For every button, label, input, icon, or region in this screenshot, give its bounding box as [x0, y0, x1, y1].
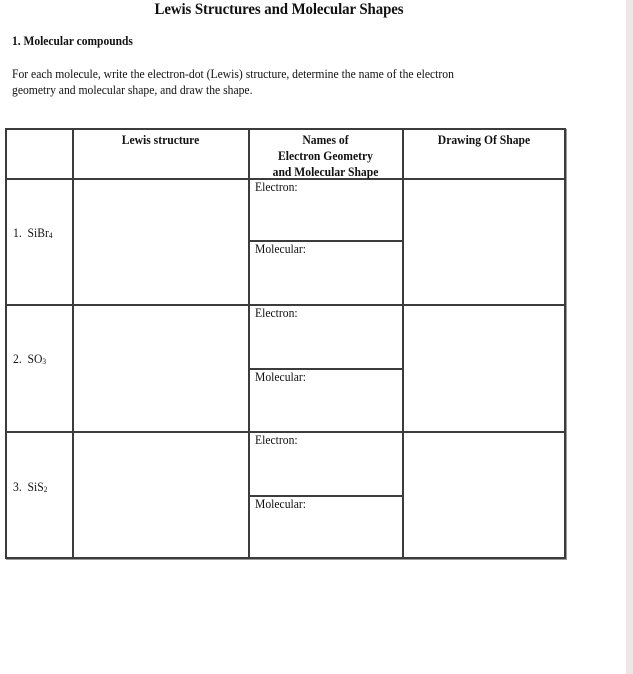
electron-geometry-cell[interactable] [250, 449, 402, 494]
molecule-label [13, 480, 47, 495]
molecule-formula: SO [27, 352, 43, 366]
molecule-formula: SiS [27, 480, 44, 494]
molecule-label [13, 226, 53, 241]
molecule-table [5, 128, 566, 559]
header-names-line-3: and Molecular Shape [272, 165, 379, 179]
header-names-line-1: Names of [302, 133, 349, 147]
molecule-number: 1. [13, 226, 22, 240]
instructions-line-1: For each molecule, write the electron-dot (Lewis) structure, determine the name of the electron [12, 67, 454, 81]
header-drawing-of-shape-label: Drawing Of Shape [437, 133, 531, 147]
lewis-structure-cell[interactable] [74, 433, 247, 557]
electron-geometry-label: Electron: [255, 306, 298, 320]
molecular-shape-cell[interactable] [250, 513, 402, 557]
molecular-shape-cell[interactable] [250, 386, 402, 430]
lewis-structure-cell[interactable] [74, 180, 247, 303]
electron-geometry-label: Electron: [255, 180, 298, 194]
molecule-formula: SiBr [27, 226, 49, 240]
section-heading: 1. Molecular compounds [12, 34, 133, 48]
lewis-structure-cell[interactable] [74, 306, 247, 430]
electron-geometry-cell[interactable] [250, 196, 402, 239]
header-names [249, 132, 402, 180]
instructions-line-2: geometry and molecular shape, and draw the shape. [12, 83, 253, 97]
molecular-shape-cell[interactable] [250, 258, 402, 303]
electron-geometry-label: Electron: [255, 433, 298, 447]
formula-subscript: 3 [42, 357, 47, 366]
formula-subscript: 4 [48, 231, 53, 240]
header-lewis-structure-label: Lewis structure [121, 133, 200, 147]
molecule-label [13, 352, 46, 367]
instructions-paragraph [12, 66, 551, 98]
header-lewis-structure [73, 132, 248, 148]
drawing-cell[interactable] [404, 433, 563, 557]
drawing-cell[interactable] [404, 306, 563, 430]
page-title: Lewis Structures and Molecular Shapes [154, 1, 404, 18]
molecular-shape-label: Molecular: [255, 370, 307, 384]
molecule-number: 2. [13, 352, 22, 366]
page-edge-strip [626, 0, 633, 674]
molecule-number: 3. [13, 480, 22, 494]
formula-subscript: 2 [43, 485, 48, 494]
electron-geometry-cell[interactable] [250, 322, 402, 367]
drawing-cell[interactable] [404, 180, 563, 303]
header-names-line-2: Electron Geometry [277, 149, 374, 163]
molecular-shape-label: Molecular: [255, 242, 307, 256]
molecular-shape-label: Molecular: [255, 497, 307, 511]
header-drawing-of-shape [404, 132, 564, 148]
